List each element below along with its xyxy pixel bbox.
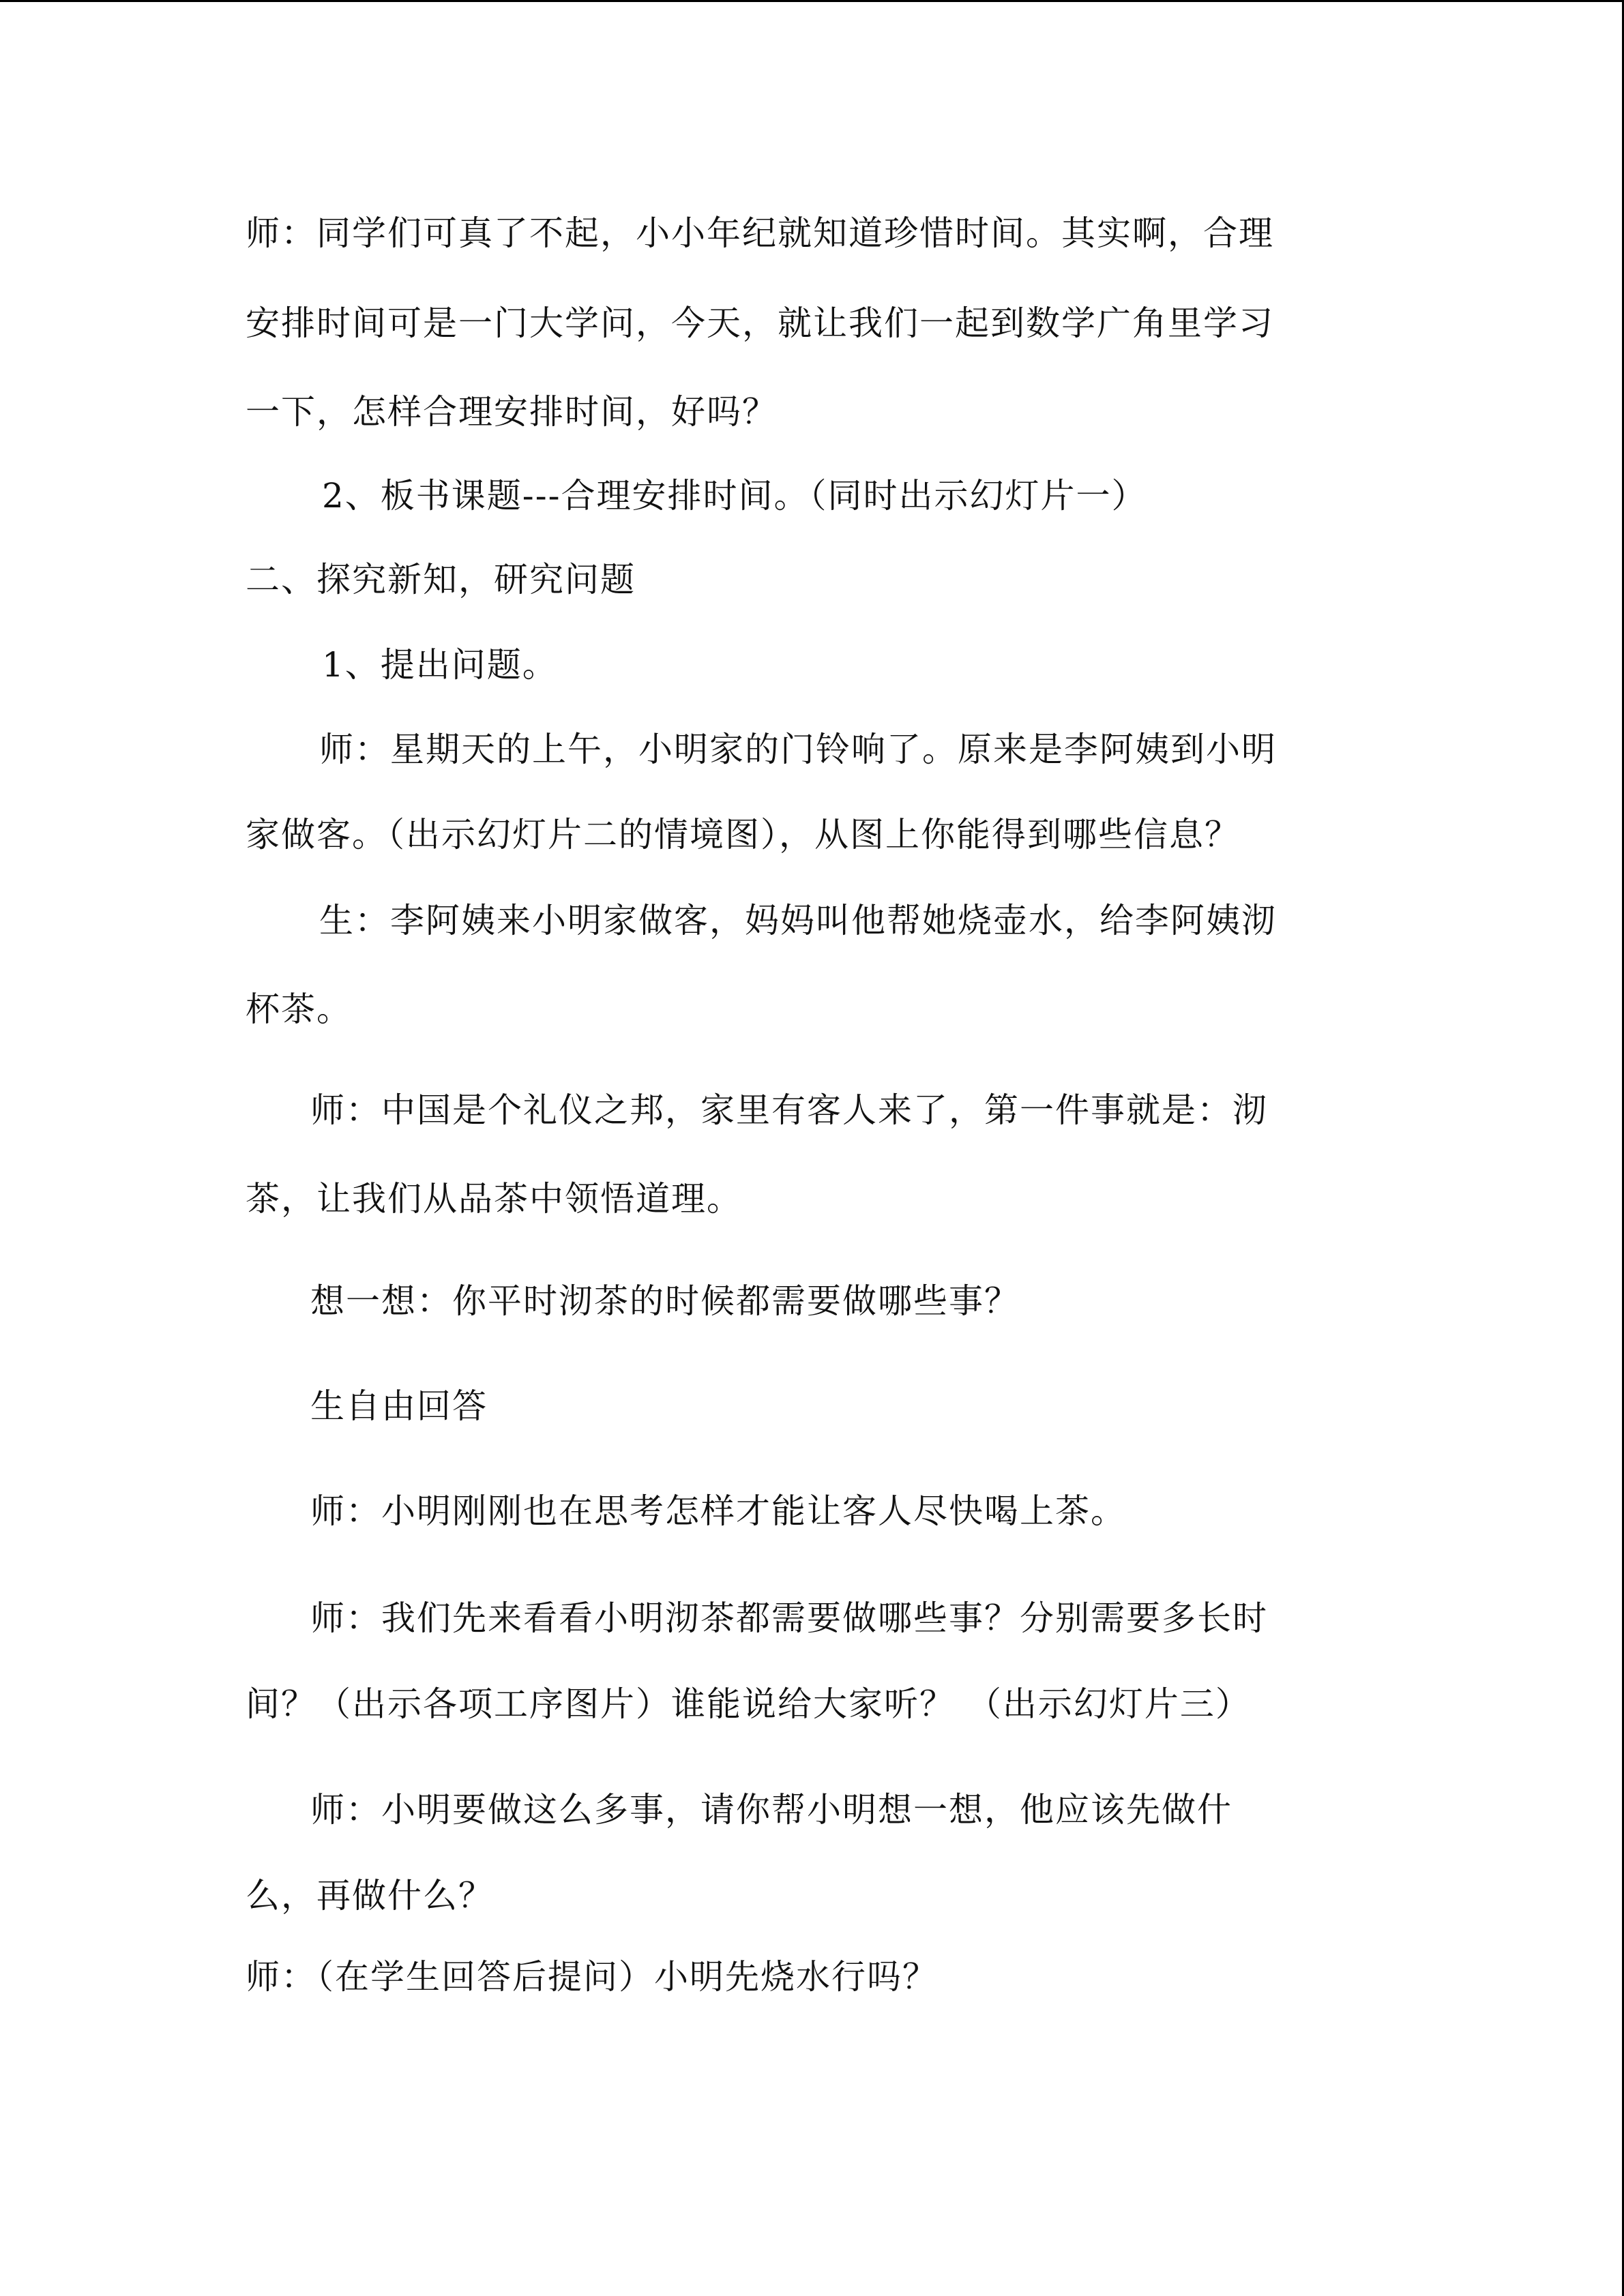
page-border-top	[0, 0, 1624, 2]
paragraph-line: 家做客。（出示幻灯片二的情境图），从图上你能得到哪些信息？	[246, 815, 1240, 854]
paragraph-line: 师：星期天的上午，小明家的门铃响了。原来是李阿姨到小明	[319, 730, 1277, 769]
paragraph-line: 1、提出问题。	[322, 645, 558, 685]
paragraph-line: 么，再做什么？	[246, 1876, 494, 1915]
paragraph-line: 师：我们先来看看小明沏茶都需要做哪些事？分别需要多长时	[310, 1598, 1268, 1638]
section-heading: 二、探究新知，研究问题	[246, 560, 636, 599]
paragraph-line: 安排时间可是一门大学问，今天，就让我们一起到数学广角里学习	[246, 303, 1274, 343]
paragraph-line: 生：李阿姨来小明家做客，妈妈叫他帮她烧壶水，给李阿姨沏	[319, 901, 1277, 940]
paragraph-line: 杯茶。	[246, 989, 352, 1029]
paragraph-line: 2、板书课题---合理安排时间。（同时出示幻灯片一）	[322, 476, 1147, 516]
paragraph-line: 师：中国是个礼仪之邦，家里有客人来了，第一件事就是：沏	[310, 1090, 1268, 1130]
paragraph-line: 生自由回答	[310, 1386, 488, 1426]
paragraph-line: 一下，怎样合理安排时间，好吗？	[246, 392, 778, 432]
paragraph-line: 师：小明刚刚也在思考怎样才能让客人尽快喝上茶。	[310, 1491, 1126, 1531]
paragraph-line: 间？（出示各项工序图片）谁能说给大家听？ （出示幻灯片三）	[246, 1684, 1251, 1724]
paragraph-line: 想一想：你平时沏茶的时候都需要做哪些事？	[310, 1281, 1020, 1321]
paragraph-line: 师：小明要做这么多事，请你帮小明想一想，他应该先做什	[310, 1790, 1232, 1830]
paragraph-line: 茶，让我们从品茶中领悟道理。	[246, 1179, 742, 1219]
paragraph-line: 师：同学们可真了不起，小小年纪就知道珍惜时间。其实啊，合理	[246, 213, 1274, 253]
paragraph-line: 师：（在学生回答后提问）小明先烧水行吗？	[246, 1957, 938, 1997]
